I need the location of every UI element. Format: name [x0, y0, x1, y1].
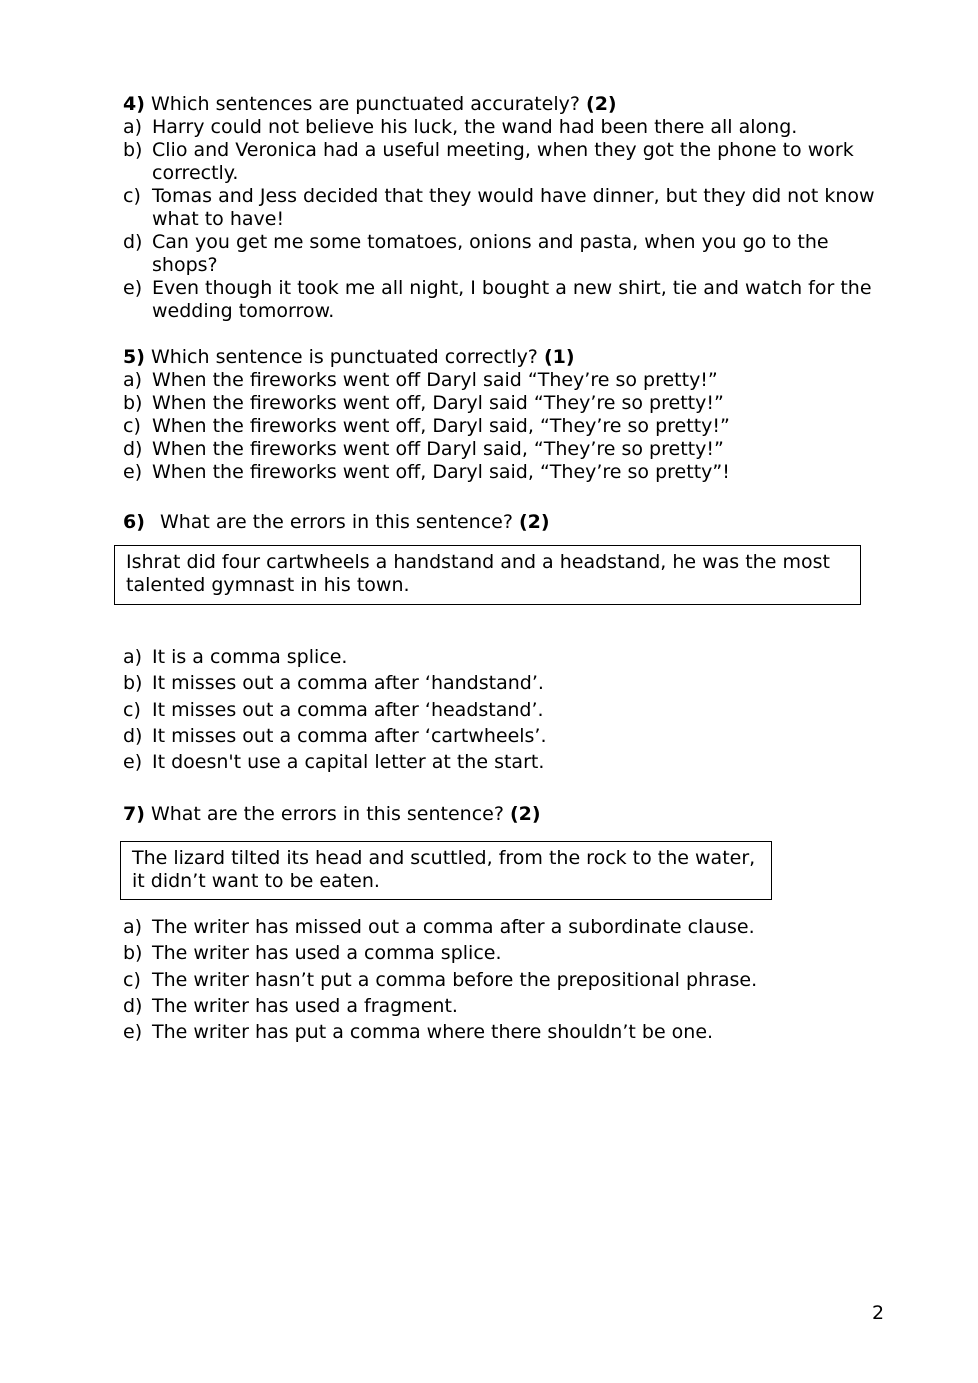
option-b[interactable]	[123, 670, 888, 696]
option-e[interactable]	[123, 277, 888, 323]
option-text: Clio and Veronica had a useful meeting, when they got the phone to work correctly.	[152, 139, 854, 184]
option-e[interactable]	[123, 749, 888, 775]
option-label: a)	[123, 369, 143, 391]
question-6-options	[123, 644, 888, 775]
option-text: Can you get me some tomatoes, onions and pasta, when you go to the shops?	[152, 231, 829, 276]
option-e[interactable]	[123, 461, 888, 484]
option-b[interactable]	[123, 940, 888, 966]
option-label: e)	[123, 1021, 143, 1044]
option-label: d)	[123, 724, 143, 747]
option-a[interactable]	[123, 116, 888, 139]
question-5-heading	[123, 346, 575, 369]
option-label: a)	[123, 646, 143, 668]
question-6-heading	[123, 511, 550, 534]
option-label: a)	[123, 116, 143, 138]
option-label: b)	[123, 672, 143, 695]
page-number: 2	[872, 1302, 885, 1324]
option-text: When the fireworks went off Daryl said “They’re so pretty!”	[152, 369, 718, 391]
question-4-options	[123, 116, 888, 323]
option-label: a)	[123, 916, 143, 938]
option-label: d)	[123, 231, 143, 253]
option-label: e)	[123, 751, 143, 774]
option-d[interactable]	[123, 231, 888, 277]
option-text: When the fireworks went off, Daryl said, “They’re so pretty!”	[152, 415, 730, 437]
option-d[interactable]	[123, 723, 888, 749]
option-label: d)	[123, 994, 143, 1017]
option-label: c)	[123, 698, 141, 721]
option-label: b)	[123, 139, 143, 161]
sentence-box	[114, 545, 861, 605]
question-7-heading	[123, 803, 541, 826]
option-a[interactable]	[123, 914, 888, 940]
option-label: c)	[123, 968, 141, 991]
option-text: When the fireworks went off, Daryl said “They’re so pretty!”	[152, 392, 724, 414]
option-text: The writer has missed out a comma after a subordinate clause.	[152, 916, 755, 938]
question-marks: (2)	[518, 511, 550, 533]
question-number: 7)	[123, 803, 145, 825]
option-e[interactable]	[123, 1019, 888, 1045]
question-number: 6)	[123, 511, 145, 533]
question-marks: (1)	[543, 346, 575, 368]
option-text: When the fireworks went off Daryl said, “They’re so pretty!”	[152, 438, 724, 460]
option-label: c)	[123, 415, 141, 437]
option-text: Even though it took me all night, I bought a new shirt, tie and watch for the wedding tomorrow.	[152, 277, 872, 322]
option-text: It misses out a comma after ‘headstand’.	[152, 698, 544, 721]
option-text: It misses out a comma after ‘cartwheels’.	[152, 724, 547, 747]
option-c[interactable]	[123, 185, 888, 231]
sentence-text: Ishrat did four cartwheels a handstand and a headstand, he was the most talented gymnast in his town.	[126, 551, 830, 596]
option-label: c)	[123, 185, 141, 207]
option-text: When the fireworks went off, Daryl said, “They’re so pretty”!	[152, 461, 730, 483]
option-b[interactable]	[123, 139, 888, 185]
option-text: It is a comma splice.	[152, 646, 348, 668]
option-text: Harry could not believe his luck, the wand had been there all along.	[152, 116, 798, 138]
option-a[interactable]	[123, 369, 888, 392]
question-4-heading	[123, 93, 617, 116]
option-c[interactable]	[123, 697, 888, 723]
question-prompt: What are the errors in this sentence?	[159, 511, 513, 533]
option-text: Tomas and Jess decided that they would have dinner, but they did not know what to have!	[152, 185, 875, 230]
option-c[interactable]	[123, 967, 888, 993]
sentence-text: The lizard tilted its head and scuttled, from the rock to the water, it didn’t want to be eaten.	[132, 847, 756, 892]
question-5-options	[123, 369, 888, 484]
option-d[interactable]	[123, 438, 888, 461]
question-prompt: Which sentences are punctuated accurately?	[150, 93, 580, 115]
option-label: e)	[123, 461, 143, 483]
option-text: The writer hasn’t put a comma before the prepositional phrase.	[152, 968, 758, 991]
option-text: The writer has put a comma where there shouldn’t be one.	[152, 1021, 714, 1044]
option-text: The writer has used a comma splice.	[152, 942, 502, 965]
question-prompt: What are the errors in this sentence?	[150, 803, 504, 825]
question-marks: (2)	[509, 803, 541, 825]
question-marks: (2)	[586, 93, 617, 115]
option-label: b)	[123, 392, 143, 414]
option-label: e)	[123, 277, 143, 299]
option-text: The writer has used a fragment.	[152, 994, 458, 1017]
option-text: It misses out a comma after ‘handstand’.	[152, 672, 544, 695]
option-d[interactable]	[123, 993, 888, 1019]
question-7-options	[123, 914, 888, 1045]
option-label: d)	[123, 438, 143, 460]
option-c[interactable]	[123, 415, 888, 438]
option-b[interactable]	[123, 392, 888, 415]
question-prompt: Which sentence is punctuated correctly?	[150, 346, 538, 368]
question-number: 5)	[123, 346, 145, 368]
sentence-box	[120, 841, 772, 900]
option-label: b)	[123, 942, 143, 965]
option-a[interactable]	[123, 644, 888, 670]
question-number: 4)	[123, 93, 145, 115]
option-text: It doesn't use a capital letter at the start.	[152, 751, 545, 774]
